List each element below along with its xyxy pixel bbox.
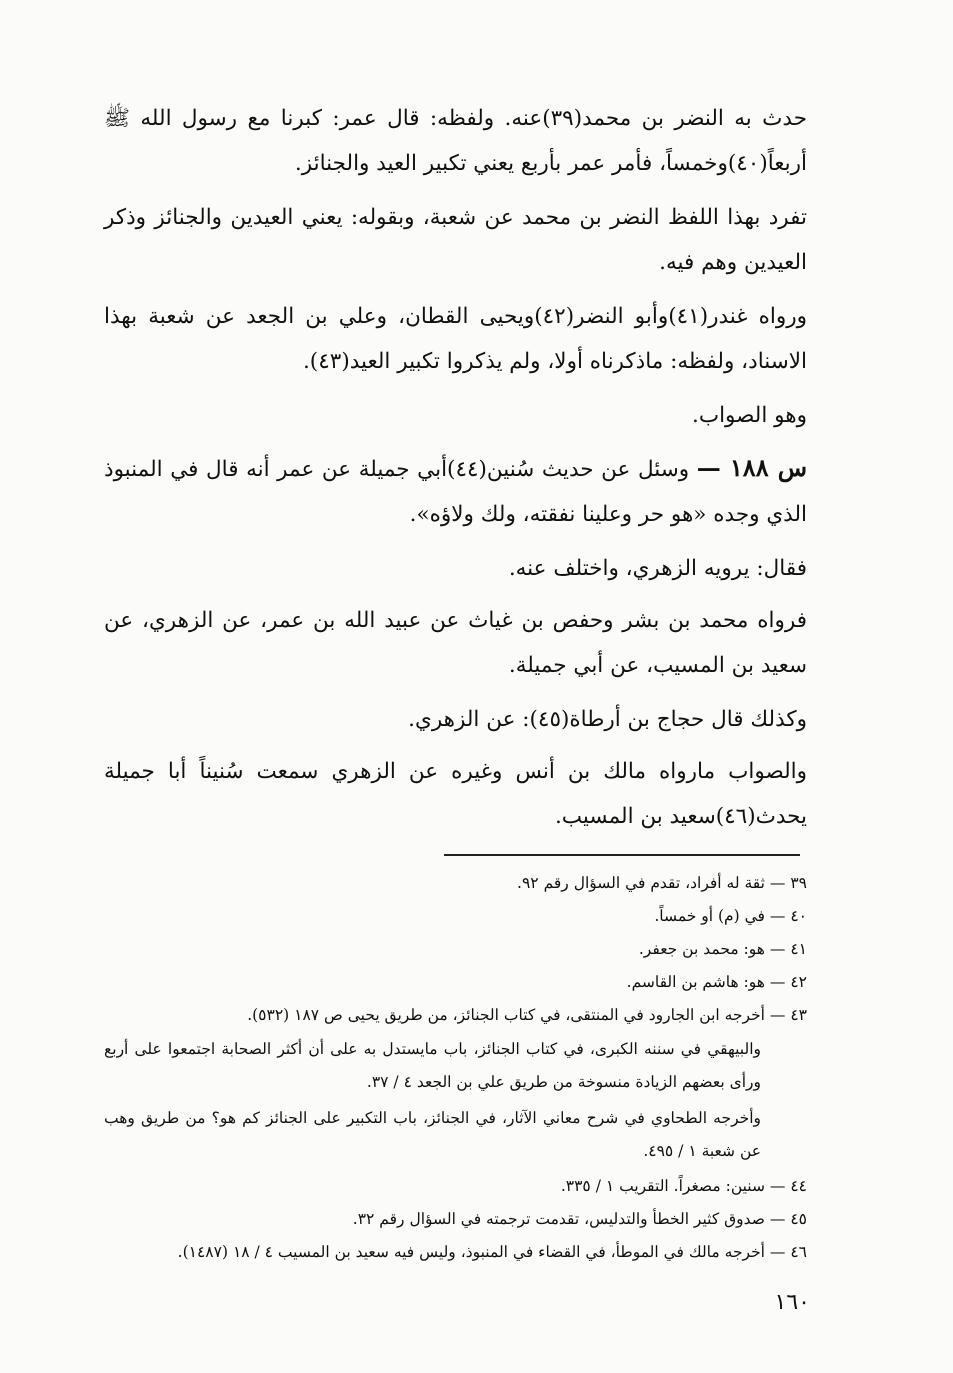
footnote-text: ثقة له أفراد، تقدم في السؤال رقم ٩٢.: [517, 874, 765, 892]
footnote-text: هو: هاشم بن القاسم.: [626, 973, 765, 991]
footnote-text: أخرجه مالك في الموطأ، في القضاء في المنبوذ، وليس فيه سعيد بن المسيب ٤ / ١٨ (١٤٨٧).: [177, 1243, 765, 1261]
paragraph-2: تفرد بهذا اللفظ النضر بن محمد عن شعبة، وبقوله: يعني العيدين والجنائز وذكر العيدين وهم فيه.: [104, 205, 807, 275]
footnote-continuation: والبيهقي في سننه الكبرى، في كتاب الجنائز، باب مايستدل به على أن أكثر الصحابة اجتمعوا على أربع ورأى بعضهم الزيادة منسوخة من طريق علي بن الجعد ٤ / ٣٧.: [104, 1040, 761, 1091]
paragraph-9: والصواب مارواه مالك بن أنس وغيره عن الزهري سمعت سُنيناً أبا جميلة يحدث(٤٦)سعيد بن المسيب.: [104, 759, 807, 829]
footnote: [104, 1204, 807, 1234]
footnote: [104, 1237, 807, 1267]
footnote-continuation: وأخرجه الطحاوي في شرح معاني الآثار، في الجنائز، باب التكبير على الجنائز كم هو؟ من طريق وهب عن شعبة ١ / ٤٩٥.: [104, 1109, 761, 1160]
footnote-number: ٤٦ —: [769, 1243, 807, 1261]
question-paragraph: [104, 445, 807, 537]
footnote: [104, 934, 807, 964]
footnote: [104, 1000, 807, 1030]
footnote-number: ٤٤ —: [769, 1177, 807, 1195]
footnote: [104, 901, 807, 931]
footnote: [104, 1171, 807, 1201]
main-text: [104, 96, 807, 848]
paragraph-7: فرواه محمد بن بشر وحفص بن غياث عن عبيد الله بن عمر، عن الزهري، عن سعيد بن المسيب، عن أبي جميلة.: [104, 608, 807, 678]
footnote-text: أخرجه ابن الجارود في المنتقى، في كتاب الجنائز، من طريق يحيى ص ١٨٧ (٥٣٢).: [247, 1006, 765, 1024]
paragraph-4: وهو الصواب.: [692, 403, 807, 428]
footnote-text: صدوق كثير الخطأ والتدليس، تقدمت ترجمته في السؤال رقم ٣٢.: [352, 1210, 765, 1228]
paragraph-8: وكذلك قال حجاج بن أرطاة(٤٥): عن الزهري.: [408, 707, 807, 732]
footnote-number: ٤٢ —: [769, 973, 807, 991]
footnotes: [104, 868, 807, 1270]
question-text: وسئل عن حديث سُنين(٤٤)أبي جميلة عن عمر أنه قال في المنبوذ الذي وجده «هو حر وعلينا نفقته، ولك ولاؤه».: [104, 457, 807, 527]
footnote-text: في (م) أو خمساً.: [654, 907, 765, 925]
footnote-number: ٤٣ —: [769, 1006, 807, 1024]
paragraph-1: حدث به النضر بن محمد(٣٩)عنه. ولفظه: قال عمر: كبرنا مع رسول الله ﷺ أربعاً(٤٠)وخمساً، فأمر عمر بأربع يعني تكبير العيد والجنائز.: [104, 106, 807, 176]
question-label: س ١٨٨ —: [696, 453, 808, 482]
paragraph-3: ورواه غندر(٤١)وأبو النضر(٤٢)ويحيى القطان، وعلي بن الجعد عن شعبة بهذا الاسناد، ولفظه: ماذكرناه أولا، ولم يذكروا تكبير العيد(٤٣).: [104, 304, 808, 374]
paragraph-6: فقال: يرويه الزهري، واختلف عنه.: [508, 556, 807, 581]
footnote-separator: [444, 854, 800, 856]
footnote-text: سنين: مصغراً. التقريب ١ / ٣٣٥.: [560, 1177, 765, 1195]
footnote-text: هو: محمد بن جعفر.: [638, 940, 765, 958]
page-number: ١٦٠: [774, 1290, 810, 1315]
footnote-number: ٣٩ —: [769, 874, 807, 892]
footnote-number: ٤٠ —: [769, 907, 807, 925]
footnote: [104, 967, 807, 997]
footnote-number: ٤٥ —: [769, 1210, 807, 1228]
footnote: [104, 868, 807, 898]
footnote-number: ٤١ —: [769, 940, 807, 958]
